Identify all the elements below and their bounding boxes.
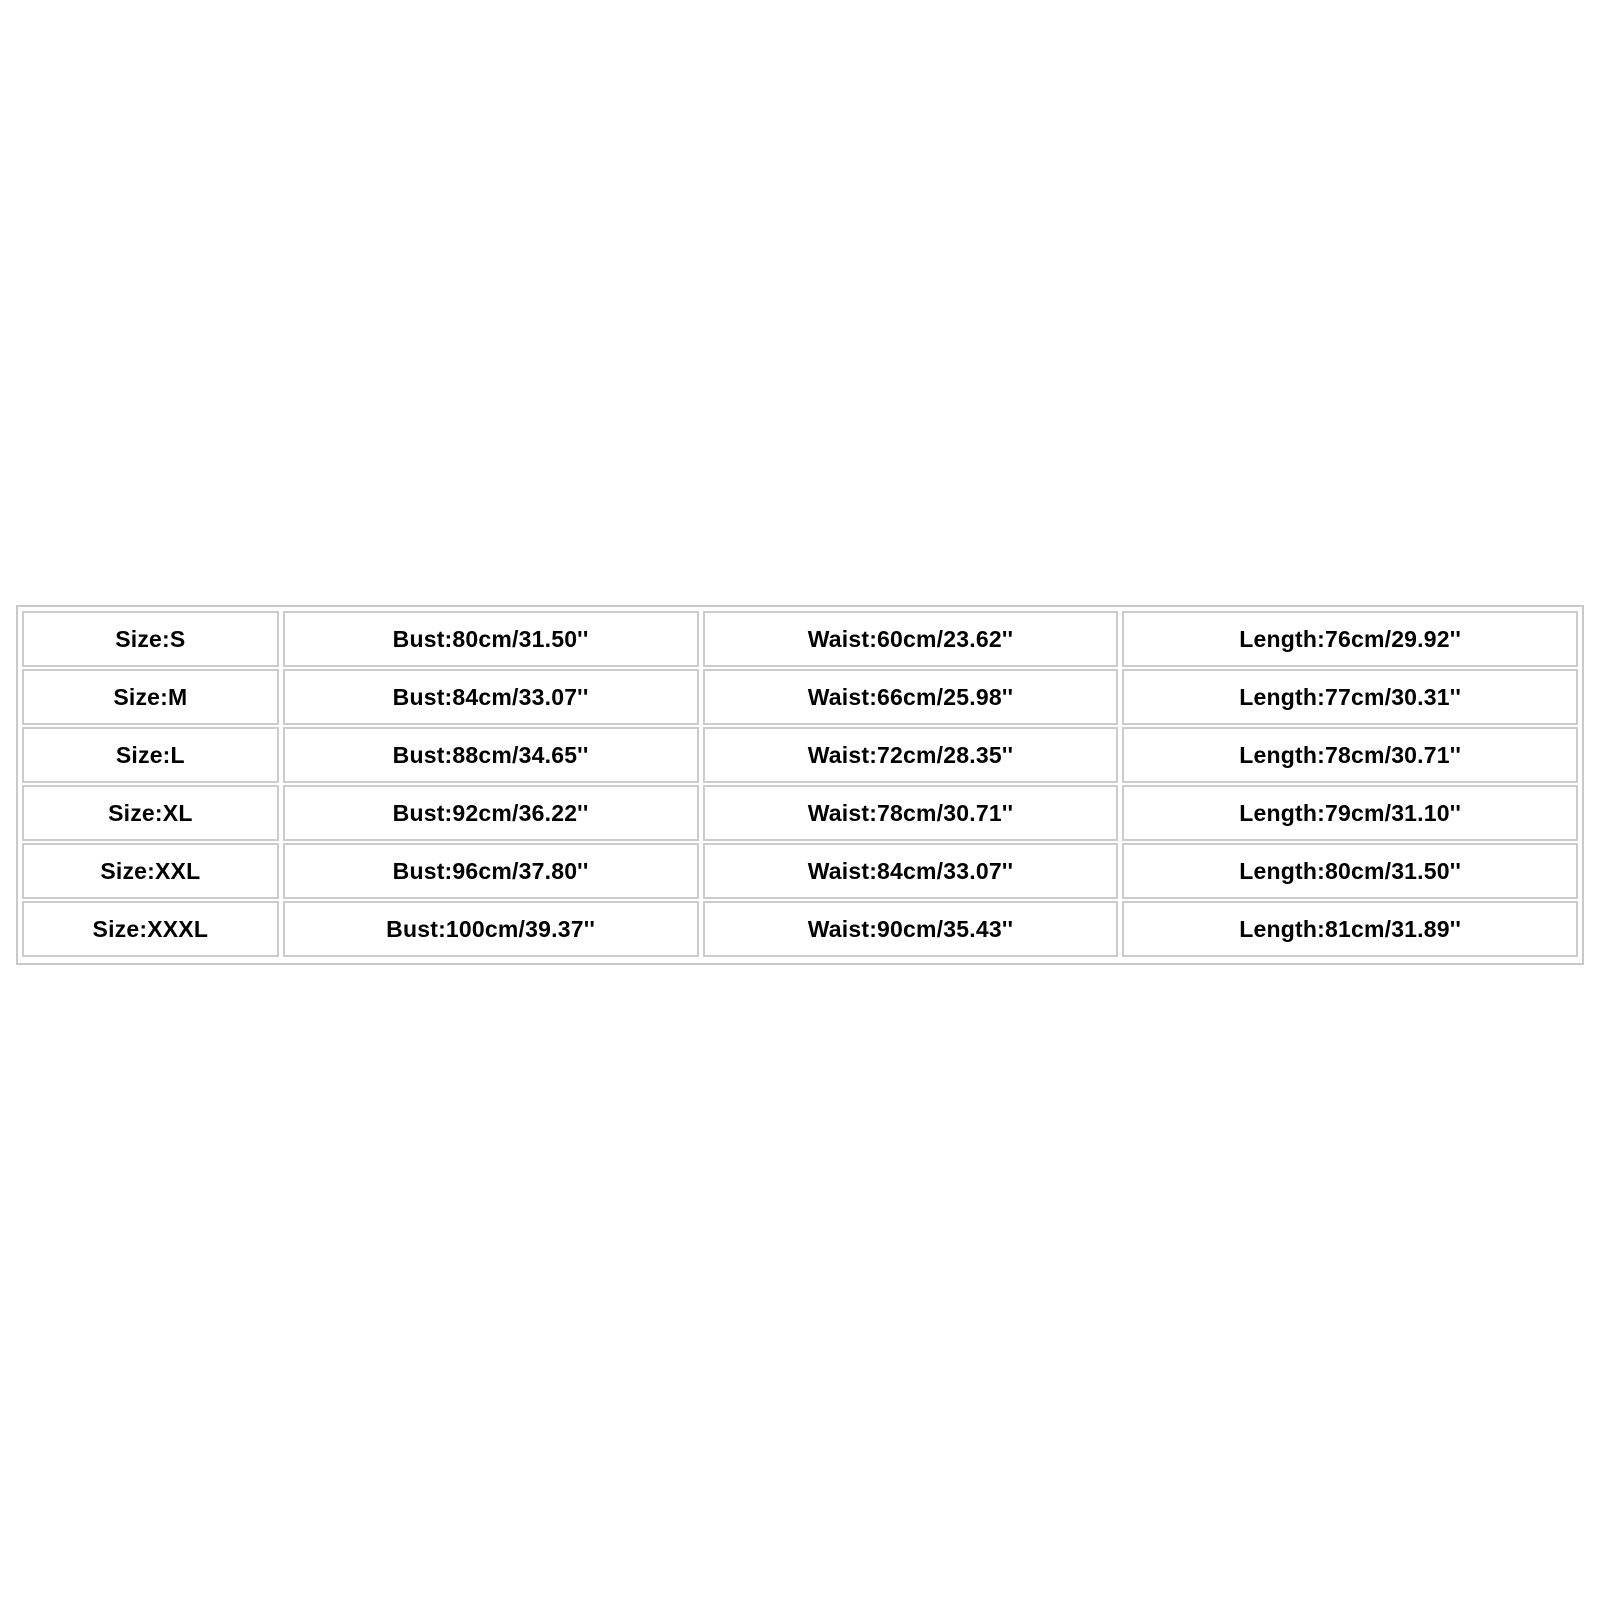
table-row <box>22 669 1578 725</box>
length-cell: Length:80cm/31.50'' <box>1122 843 1578 899</box>
bust-cell: Bust:96cm/37.80'' <box>283 843 699 899</box>
length-cell: Length:77cm/30.31'' <box>1122 669 1578 725</box>
table-row <box>22 901 1578 957</box>
table-row <box>22 611 1578 667</box>
length-cell: Length:78cm/30.71'' <box>1122 727 1578 783</box>
waist-cell: Waist:66cm/25.98'' <box>703 669 1119 725</box>
waist-cell: Waist:78cm/30.71'' <box>703 785 1119 841</box>
table-row <box>22 843 1578 899</box>
size-cell: Size:L <box>22 727 279 783</box>
size-cell: Size:XL <box>22 785 279 841</box>
bust-cell: Bust:80cm/31.50'' <box>283 611 699 667</box>
waist-cell: Waist:84cm/33.07'' <box>703 843 1119 899</box>
size-chart-table <box>16 605 1584 965</box>
table-row <box>22 785 1578 841</box>
length-cell: Length:79cm/31.10'' <box>1122 785 1578 841</box>
bust-cell: Bust:100cm/39.37'' <box>283 901 699 957</box>
size-cell: Size:XXL <box>22 843 279 899</box>
bust-cell: Bust:84cm/33.07'' <box>283 669 699 725</box>
bust-cell: Bust:88cm/34.65'' <box>283 727 699 783</box>
length-cell: Length:81cm/31.89'' <box>1122 901 1578 957</box>
size-cell: Size:M <box>22 669 279 725</box>
waist-cell: Waist:72cm/28.35'' <box>703 727 1119 783</box>
bust-cell: Bust:92cm/36.22'' <box>283 785 699 841</box>
size-cell: Size:XXXL <box>22 901 279 957</box>
waist-cell: Waist:60cm/23.62'' <box>703 611 1119 667</box>
table-row <box>22 727 1578 783</box>
size-cell: Size:S <box>22 611 279 667</box>
length-cell: Length:76cm/29.92'' <box>1122 611 1578 667</box>
waist-cell: Waist:90cm/35.43'' <box>703 901 1119 957</box>
